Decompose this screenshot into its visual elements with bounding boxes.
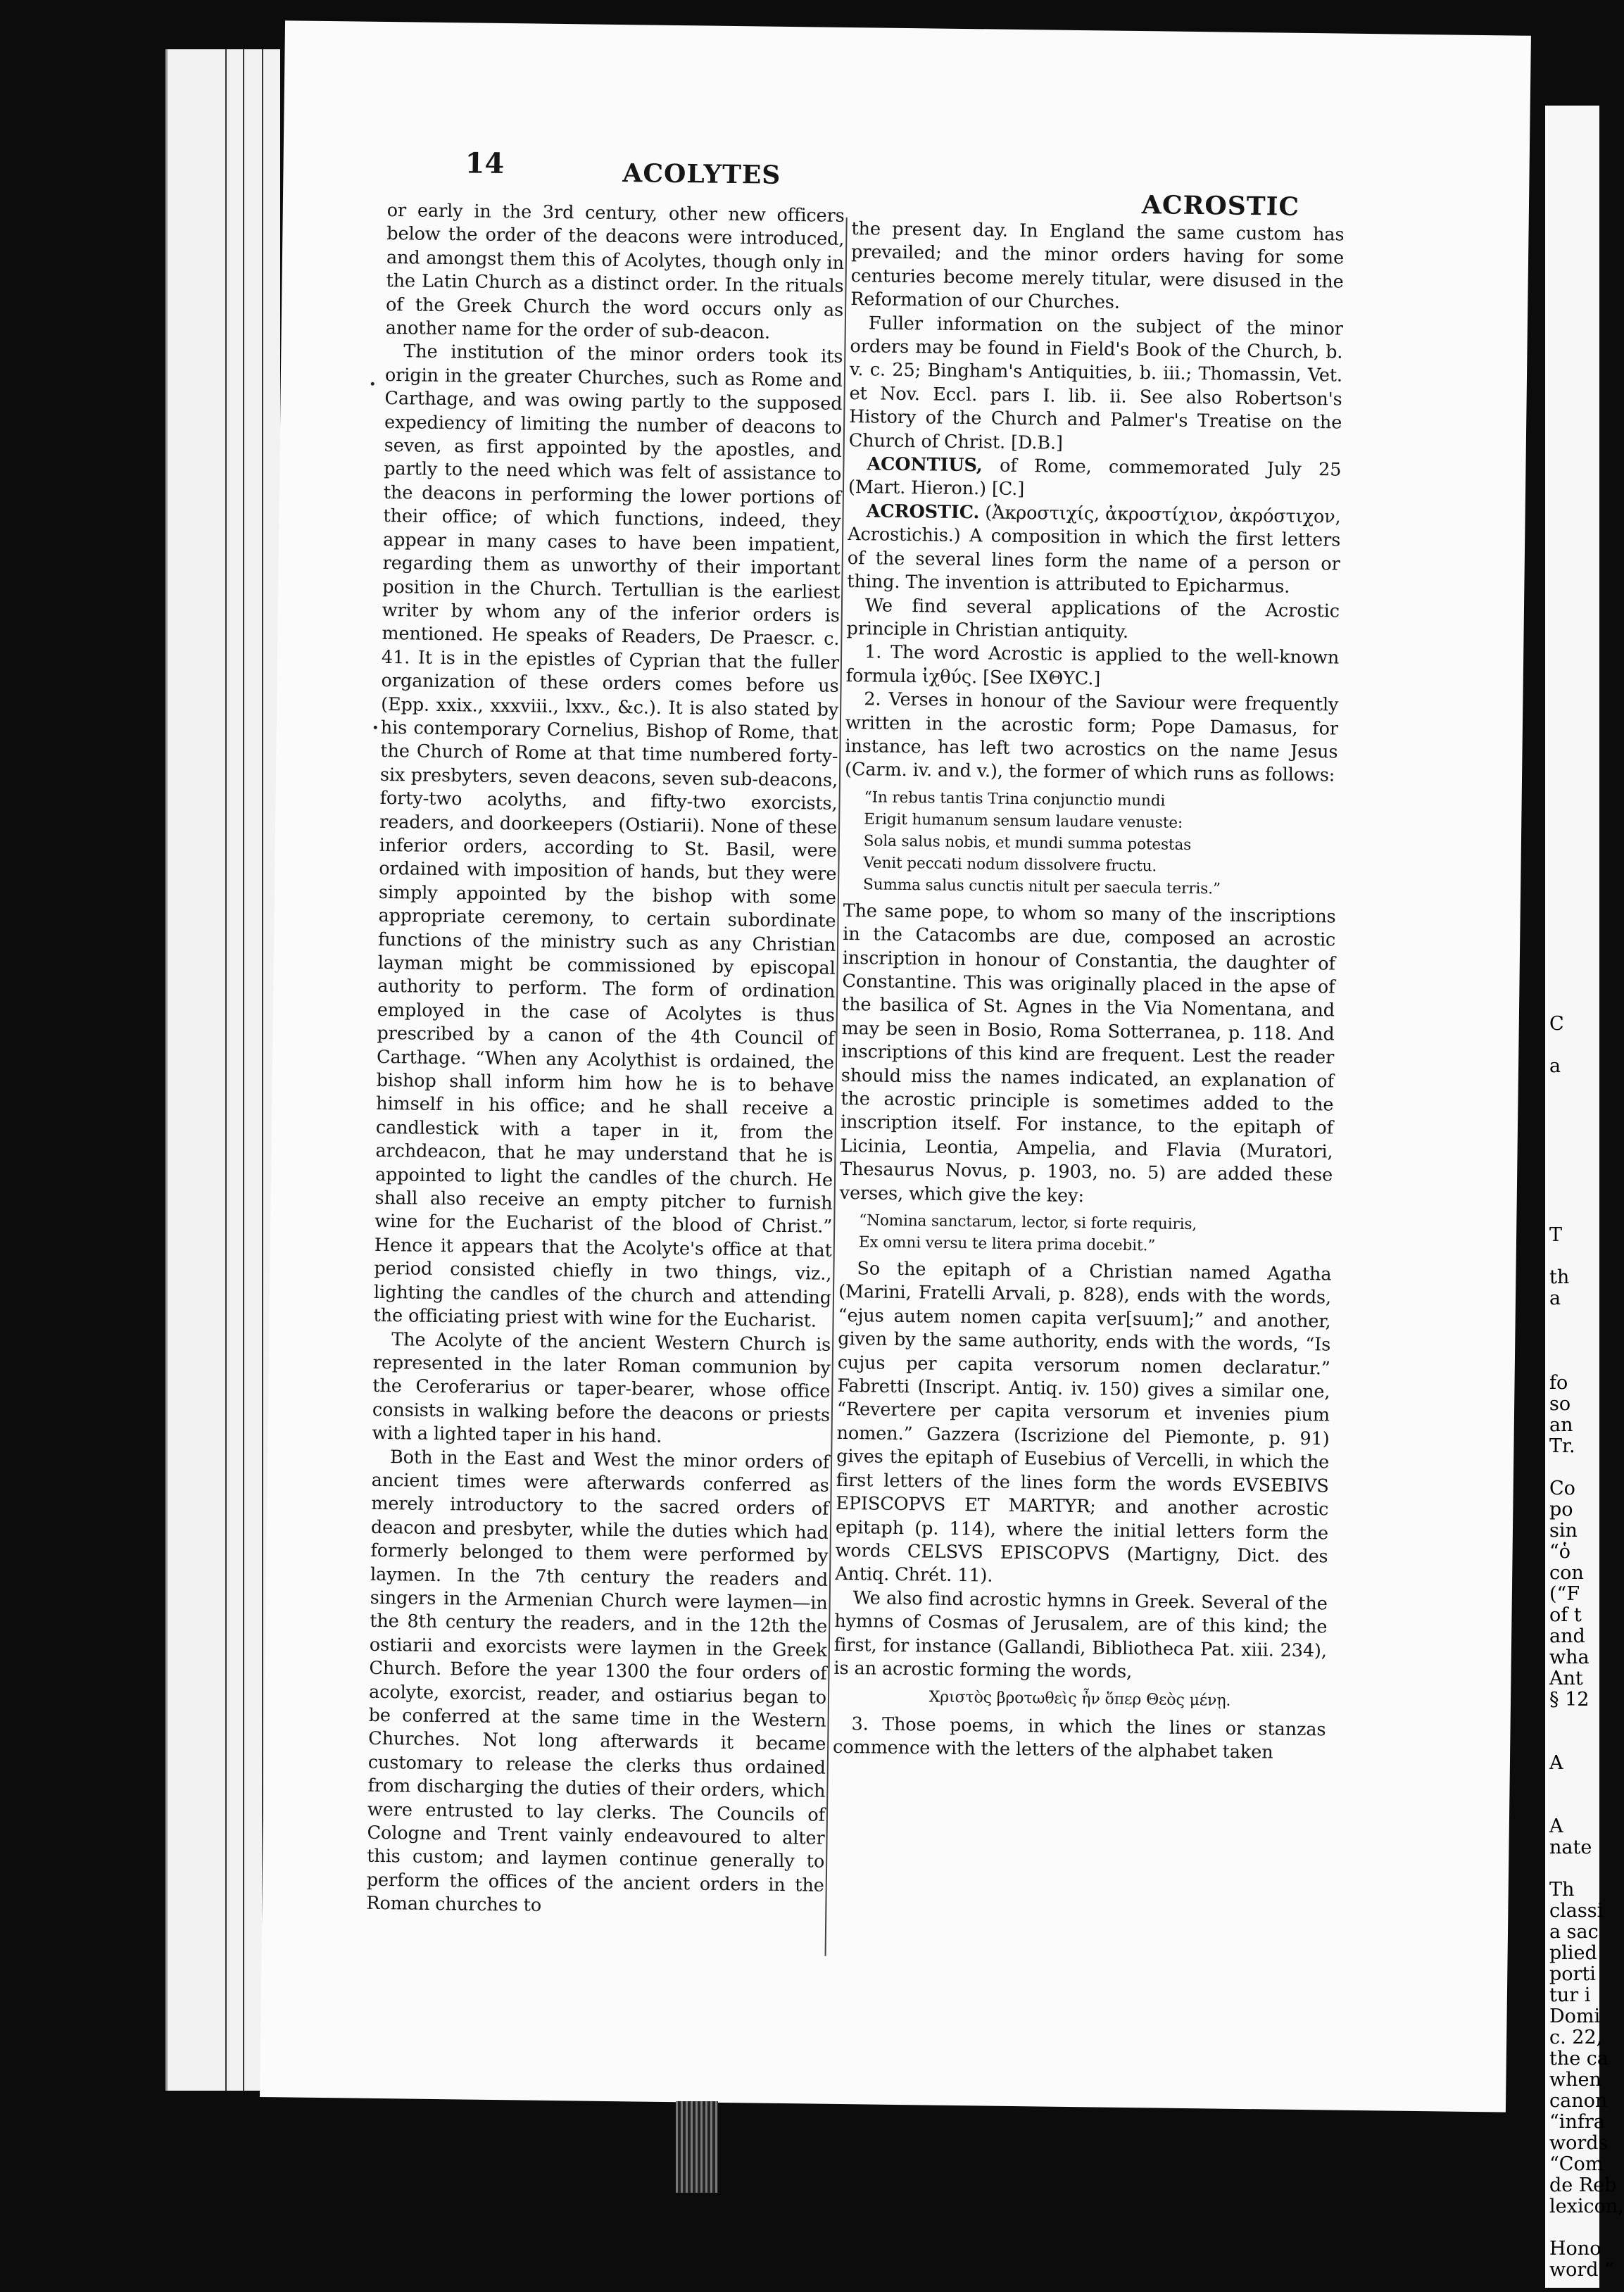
next-page-fragment: fo: [1549, 1372, 1568, 1394]
next-page-fragment: [1549, 169, 1599, 190]
poem-line: “Nomina sanctarum, lector, si forte requiris,: [859, 1211, 1197, 1234]
next-page-fragment: Tr.: [1549, 1435, 1575, 1457]
next-page-fragment: [1549, 634, 1599, 655]
entry-body: of Rome, commemorated July 25 (Mart. Hieron.) [C.]: [848, 455, 1342, 500]
next-page-fragment: c. 22,: [1549, 2027, 1603, 2048]
next-page-fragment: [1549, 802, 1599, 824]
next-page-fragment: [1549, 866, 1599, 887]
entry-acrostic: [847, 500, 1341, 600]
next-page-fragment: [1549, 253, 1599, 275]
next-page-fragments: [1545, 106, 1624, 2281]
next-page-fragment: of t: [1549, 1604, 1582, 1626]
paragraph: So the epitaph of a Christian named Agatha (Marini, Fratelli Arvali, p. 828), ends with the words, “ejus autem nomen capita ver[suum];” and another, given by the same authority, ends with the words, “Is cujus per capita versorum nomen declaratur.” Fabretti (Inscript. Antiq. iv. 150) gives a similar one, “Revertere per capita versorum et invenies pium nomen.” Gazzera (Iscrizione del Piemonte, p. 91) gives the epitaph of Eusebius of Vercelli, in which the first letters of the lines form the words EVSEBIVS EPISCOPVS ET MARTYR; and another acrostic epitaph (p. 114), where the initial letters form the words CELSVS EPISCOPVS (Martigny, Dict. des Antiq. Chrét. 11).: [834, 1258, 1332, 1587]
next-page-fragment: [1549, 1183, 1599, 1204]
next-page-fragment: [1549, 486, 1599, 507]
next-page-fragment: A: [1549, 1752, 1563, 1774]
paragraph: The Acolyte of the ancient Western Church is represented in the later Roman communion by the Ceroferarius or taper-bearer, whose office consists in walking before the deacons or priests with a lighted taper in his hand.: [372, 1328, 831, 1447]
paragraph: The same pope, to whom so many of the inscriptions in the Catacombs are due, composed an acrostic inscription in honour of Constantia, the daughter of Constantine. This was originally placed in the apse of the basilica of St. Agnes in the Via Nomentana, and may be seen in Bosio, Roma Sotterranea, p. 118. And inscriptions of this kind are frequent. Lest the reader should miss the names indicated, an explanation of the acrostic principle is sometimes added to the inscription itself. For instance, to the epitaph of Licinia, Leontia, Ampelia, and Flavia (Muratori, Thesaurus Novus, p. 1903, no. 5) are added these verses, which give the key:: [839, 900, 1336, 1207]
next-page-fragment: con: [1549, 1562, 1584, 1584]
next-page-fragment: [1549, 1140, 1599, 1161]
next-page-fragment: th: [1549, 1266, 1570, 1288]
next-page-fragment: [1549, 655, 1599, 676]
entry-body: (Ἀκροστιχίς, ἀκροστίχιον, ἀκρόστιχον, Acrostichis.) A composition in which the first letters of the several lines form the name of a person or thing. The invention is attributed to Epicharmus.: [847, 502, 1341, 598]
next-page-fragment: [1549, 971, 1599, 993]
next-page-fragment: [1549, 465, 1599, 486]
right-text-column: [833, 218, 1345, 1765]
margin-mark: [374, 726, 377, 729]
next-page-fragment: [1549, 317, 1599, 338]
next-page-fragment: “ὁ: [1549, 1541, 1571, 1563]
page-stack-line: [243, 49, 244, 2091]
next-page-fragment: [1549, 1246, 1599, 1267]
next-page-fragment: [1549, 676, 1599, 697]
next-page-fragment: when: [1549, 2069, 1601, 2091]
next-page-fragment: [1549, 1035, 1599, 1056]
damasus-acrostic-poem: [863, 786, 1337, 901]
next-page-fragment: [1549, 1795, 1599, 1816]
next-page-fragment: [1549, 549, 1599, 570]
next-page-fragment: canon: [1549, 2090, 1608, 2112]
paragraph: 3. Those poems, in which the lines or stanzas commence with the letters of the alphabet taken: [832, 1713, 1326, 1763]
next-page-fragment: [1549, 106, 1599, 127]
next-page-fragment: an: [1549, 1414, 1573, 1436]
next-page-fragment: [1549, 1711, 1599, 1732]
next-page-fragment: [1549, 443, 1599, 465]
next-page-fragment: [1549, 1732, 1599, 1753]
next-page-fragment: [1549, 781, 1599, 802]
next-page-fragment: (“F: [1549, 1583, 1580, 1605]
next-page-fragment: [1549, 190, 1599, 211]
next-page-fragment: de Reb: [1549, 2174, 1617, 2196]
left-text-column: [366, 199, 845, 1921]
next-page-fragment: [1549, 275, 1599, 296]
next-page-fragment: [1549, 612, 1599, 634]
margin-mark: [371, 382, 374, 386]
page-stack-line: [225, 49, 227, 2091]
running-header-left: ACOLYTES: [622, 158, 781, 190]
next-page-fragment: [1549, 950, 1599, 971]
paragraph: the present day. In England the same custom has prevailed; and the minor orders having for some centuries become merely titular, were disused in the Reformation of our Churches.: [850, 218, 1345, 313]
paragraph: We also find acrostic hymns in Greek. Several of the hymns of Cosmas of Jerusalem, are of this kind; the first, for instance (Gallandi, Bibliotheca Pat. xiii. 234), is an acrostic forming the words,: [833, 1587, 1328, 1682]
next-page-fragment: [1549, 1204, 1599, 1225]
scan-artifact: [676, 2101, 718, 2193]
poem-line: Ex omni versu te litera prima docebit.”: [858, 1233, 1156, 1255]
next-page-fragment: [1549, 380, 1599, 401]
next-page-fragment: words: [1549, 2132, 1609, 2154]
next-page-fragment: a: [1549, 1287, 1561, 1309]
next-page-fragment: po: [1549, 1499, 1573, 1520]
next-page-fragment: tur i: [1549, 1984, 1591, 2006]
next-page-fragment: § 12: [1549, 1689, 1590, 1711]
next-page-fragment: [1549, 591, 1599, 612]
paragraph: 1. The word Acrostic is applied to the well-known formula ἰχθύς. [See IXΘΥC.]: [845, 641, 1340, 690]
next-page-fragment: [1549, 1077, 1599, 1098]
next-page-fragment: [1549, 1330, 1599, 1352]
next-page-fragment: porti: [1549, 1963, 1596, 1985]
next-page-fragment: “infra: [1549, 2111, 1605, 2133]
paragraph: The institution of the minor orders took its origin in the greater Churches, such as Rome and Carthage, and was owing partly to the supposed expediency of limiting the number of deacons to seven, as first appointed by the apostles, and partly to the need which was felt of assistance to the deacons in performing the lower portions of their office; of which functions, indeed, they appear in many cases to have been impatient, regarding them as unworthy of their important position in the Church. Tertullian is the earliest writer by whom any of the inferior orders is mentioned. He speaks of Readers, De Praescr. c. 41. It is in the epistles of Cyprian that the fuller organization of these orders comes before us (Epp. xxix., xxxviii., lxxv., &c.). It is also stated by his contemporary Cornelius, Bishop of Rome, that the Church of Rome at that time numbered forty-six presbyters, seven deacons, seven sub-deacons, forty-two acolyths, and fifty-two exorcists, readers, and doorkeepers (Ostiarii). None of these inferior orders, according to St. Basil, were ordained with imposition of hands, but they were simply appointed by the bishop with some appropriate ceremony, to certain subordinate functions of the ministry such as any Christian layman might be commissioned by episcopal authority to perform. The form of ordination employed in the case of Acolytes is thus prescribed by a canon of the 4th Council of Carthage. “When any Acolythist is ordained, the bishop shall inform him how he is to behave himself in his office; and he shall receive a candlestick with a taper in it, from the archdeacon, that he may understand that he is appointed to light the candles of the church. He shall also receive an empty pitcher to furnish wine for the Eucharist of the blood of Christ.” Hence it appears that the Acolyte's office at that period consisted chiefly in two things, viz., lighting the candles of the church and attending the officiating priest with wine for the Eucharist.: [373, 341, 843, 1332]
next-page-fragment: word “: [1549, 2259, 1614, 2281]
next-page-fragment: [1549, 718, 1599, 739]
next-page-fragment: Ant: [1549, 1668, 1583, 1689]
next-page-fragment: A: [1549, 1815, 1563, 1837]
paragraph: 2. Verses in honour of the Saviour were frequently written in the acrostic form; Pope Damasus, for instance, has left two acrostics on the name Jesus (Carm. iv. and v.), the former of which runs as follows:: [844, 688, 1339, 786]
key-verses: [859, 1209, 1333, 1259]
poem-line: Summa salus cunctis nitult per saecula terris.”: [862, 876, 1221, 898]
paragraph: or early in the 3rd century, other new officers below the order of the deacons were introduced, and amongst them this of Acolytes, though only in the Latin Church as a distinct order. In the rituals of the Greek Church the word occurs only as another name for the order of sub-deacon.: [385, 199, 845, 344]
next-page-fragment: Hono: [1549, 2238, 1601, 2260]
poem-line: Venit peccati nodum dissolvere fructu.: [863, 854, 1157, 876]
next-page-fragment: [1549, 1774, 1599, 1795]
next-page-fragment: [1549, 760, 1599, 781]
next-page-fragment: [1549, 1161, 1599, 1183]
next-page-fragment: sin: [1549, 1520, 1578, 1542]
poem-line: Erigit humanum sensum laudare venuste:: [864, 810, 1183, 832]
page-number: 14: [465, 146, 505, 181]
next-page-fragment: [1549, 127, 1599, 148]
paragraph: Both in the East and West the minor orders of ancient times were afterwards conferred as merely introductory to the sacred orders of deacon and presbyter, while the duties which had formerly belonged to them were performed by laymen. In the 7th century the readers and singers in the Armenian Church were laymen—in the 8th century the readers, and in the 12th the ostiarii and exorcists were laymen in the Greek Church. Before the year 1300 the four orders of acolyte, exorcist, reader, and ostiarius began to be conferred at the same time in the Western Churches. Not long afterwards it became customary to release the clerks thus ordained from discharging the duties of their orders, which were entrusted to lay clerks. The Councils of Cologne and Trent vainly endeavoured to alter this custom; and laymen continue generally to perform the offices of the ancient orders in the Roman churches to: [366, 1446, 830, 1917]
next-page-fragment: lexicon,: [1549, 2196, 1624, 2217]
greek-acrostic-line: Χριστὸς βροτωθεὶς ἦν ὅπερ Θεὸς μένῃ.: [929, 1688, 1231, 1711]
next-page-fragment: so: [1549, 1393, 1571, 1415]
poem-line: “In rebus tantis Trina conjunctio mundi: [864, 788, 1166, 810]
next-page-fragment: [1549, 401, 1599, 422]
next-page-fragment: C: [1549, 1013, 1564, 1035]
entry-acontius: [848, 453, 1342, 505]
next-page-fragment: nate: [1549, 1837, 1592, 1858]
entry-title: ACONTIUS,: [867, 453, 983, 477]
next-page-fragment: [1549, 1309, 1599, 1330]
next-page-fragment: plied: [1549, 1942, 1597, 1964]
next-page-fragment: Domi: [1549, 2006, 1601, 2027]
next-page-fragment: a: [1549, 1055, 1561, 1077]
running-header-right: ACROSTIC: [1141, 190, 1300, 222]
next-page-fragment: [1549, 908, 1599, 929]
book-page: [260, 20, 1531, 2112]
next-page-fragment: [1549, 507, 1599, 528]
paragraph: We find several applications of the Acrostic principle in Christian antiquity.: [846, 594, 1340, 643]
next-page-fragment: Th: [1549, 1879, 1575, 1901]
next-page-fragment: [1549, 1352, 1599, 1373]
next-page-fragment: [1549, 1858, 1599, 1879]
next-page-fragment: [1549, 887, 1599, 908]
next-page-fragment: [1549, 338, 1599, 359]
next-page-fragment: [1549, 2217, 1599, 2239]
next-page-fragment: [1549, 824, 1599, 845]
next-page-fragment: [1549, 993, 1599, 1014]
next-page-fragment: [1549, 1098, 1599, 1119]
next-page-fragment: [1549, 570, 1599, 591]
next-page-fragment: [1549, 929, 1599, 950]
next-page-fragment: wha: [1549, 1646, 1590, 1668]
next-page-fragment: Co: [1549, 1478, 1575, 1499]
next-page-fragment: [1549, 296, 1599, 317]
next-page-fragment: [1549, 359, 1599, 380]
next-page-fragment: [1549, 845, 1599, 866]
next-page-fragment: [1549, 697, 1599, 718]
next-page-fragment: and: [1549, 1625, 1585, 1647]
entry-title: ACROSTIC.: [866, 500, 980, 524]
next-page-fragment: [1549, 422, 1599, 443]
next-page-fragment: T: [1549, 1224, 1563, 1246]
next-page-fragment: [1549, 148, 1599, 169]
next-page-fragment: [1549, 528, 1599, 549]
next-page-fragment: a sac: [1549, 1921, 1599, 1943]
next-page-fragment: [1549, 232, 1599, 253]
poem-line: Sola salus nobis, et mundi summa potestas: [863, 832, 1192, 854]
paragraph: Fuller information on the subject of the minor orders may be found in Field's Book of the Church, b. v. c. 25; Bingham's Antiquities, b. iii.; Thomassin, Vet. et Nov. Eccl. pars I. lib. ii. See also Robertson's History of the Church and Palmer's Treatise on the Church of Christ. [D.B.]: [848, 312, 1344, 454]
next-page-fragment: “Com: [1549, 2153, 1604, 2175]
next-page-edge: [1545, 106, 1624, 2288]
next-page-fragment: classi: [1549, 1900, 1604, 1922]
next-page-fragment: [1549, 1457, 1599, 1478]
next-page-fragment: the ca: [1549, 2048, 1609, 2070]
next-page-fragment: [1549, 211, 1599, 232]
next-page-fragment: [1549, 739, 1599, 760]
next-page-fragment: [1549, 1119, 1599, 1140]
